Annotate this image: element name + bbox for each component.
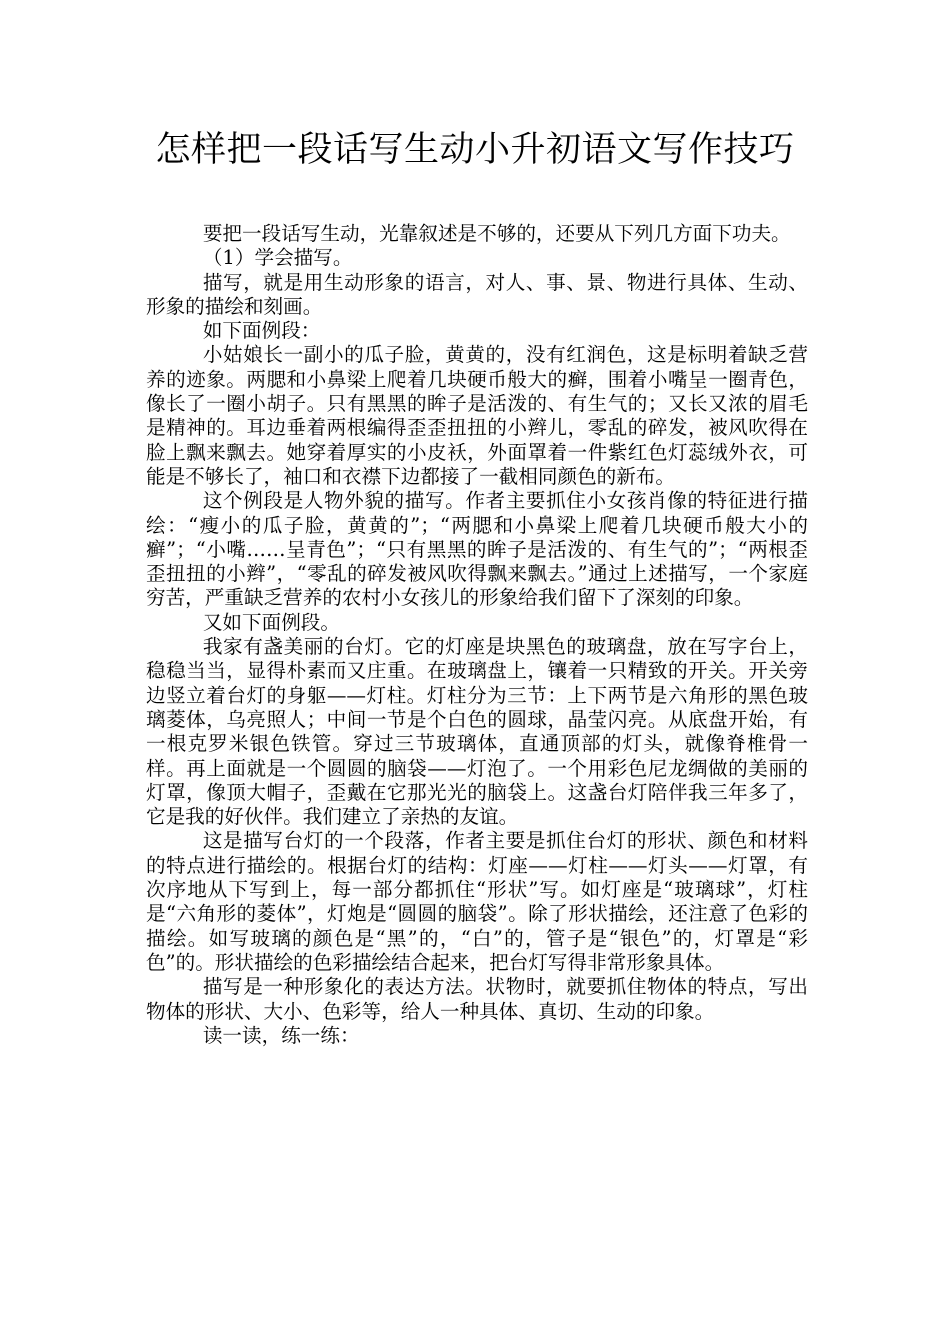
paragraph-summary: 描写是一种形象化的表达方法。状物时，就要抓住物体的特点，写出物体的形状、大小、色彩等，给人一种具体、真切、生动的印象。: [146, 975, 808, 1023]
paragraph-definition: 描写，就是用生动形象的语言，对人、事、景、物进行具体、生动、形象的描绘和刻画。: [146, 270, 808, 318]
paragraph-exercise-heading: 读一读，练一练：: [202, 1023, 360, 1047]
paragraph-analysis-lamp: 这是描写台灯的一个段落，作者主要是抓住台灯的形状、颜色和材料的特点进行描绘的。根据台灯的结构：灯座——灯柱——灯头——灯罩，有次序地从下写到上，每一部分都抓住“形状”写。如灯座是“玻璃球”，灯柱是“六角形的菱体”，灯炮是“圆圆的脑袋”。除了形状描绘，还注意了色彩的描绘。如写玻璃的颜色是“黑”的，“白”的，管子是“银色”的，灯罩是“彩色”的。形状描绘的色彩描绘结合起来，把台灯写得非常形象具体。: [146, 829, 808, 974]
paragraph-example-intro-2: 又如下面例段。: [202, 610, 340, 634]
paragraph-example-lamp: 我家有盏美丽的台灯。它的灯座是块黑色的玻璃盘，放在写字台上，稳稳当当，显得朴素而又庄重。在玻璃盘上，镶着一只精致的开关。开关旁边竖立着台灯的身躯——灯柱。灯柱分为三节：上下两节是六角形的黑色玻璃菱体，乌亮照人；中间一节是个白色的圆球，晶莹闪亮。从底盘开始，有一根克罗米银色铁管。穿过三节玻璃体，直通顶部的灯头，就像脊椎骨一样。再上面就是一个圆圆的脑袋——灯泡了。一个用彩色尼龙绸做的美丽的灯罩，像顶大帽子，歪戴在它那光光的脑袋上。这盏台灯陪伴我三年多了，它是我的好伙伴。我们建立了亲热的友谊。: [146, 635, 808, 829]
document-body: [146, 222, 808, 1048]
paragraph-analysis-girl: 这个例段是人物外貌的描写。作者主要抓住小女孩肖像的特征进行描绘：“瘦小的瓜子脸，黄黄的”；“两腮和小鼻梁上爬着几块硬币般大小的癣”；“小嘴……呈青色”；“只有黑黑的眸子是活泼的、有生气的”；“两根歪歪扭扭的小辫”，“零乱的碎发被风吹得飘来飘去。”通过上述描写，一个家庭穷苦，严重缺乏营养的农村小女孩儿的形象给我们留下了深刻的印象。: [146, 489, 808, 610]
paragraph-example-intro-1: 如下面例段：: [202, 319, 321, 343]
paragraph-intro: 要把一段话写生动，光靠叙述是不够的，还要从下列几方面下功夫。: [202, 222, 791, 245]
paragraph-example-girl: 小姑娘长一副小的瓜子脸，黄黄的，没有红润色，这是标明着缺乏营养的迹象。两腮和小鼻梁上爬着几块硬币般大的癣，围着小嘴呈一圈青色，像长了一圈小胡子。只有黑黑的眸子是活泼的、有生气的；又长又浓的眉毛是精神的。耳边垂着两根编得歪歪扭扭的小辫儿，零乱的碎发，被风吹得在脸上飘来飘去。她穿着厚实的小皮袄，外面罩着一件紫红色灯蕊绒外衣，可能是不够长了，袖口和衣襟下边都接了一截相同颜色的新布。: [146, 343, 808, 488]
document-title: 怎样把一段话写生动小升初语文写作技巧: [155, 130, 795, 170]
paragraph-section-heading: （1）学会描写。: [202, 246, 353, 270]
